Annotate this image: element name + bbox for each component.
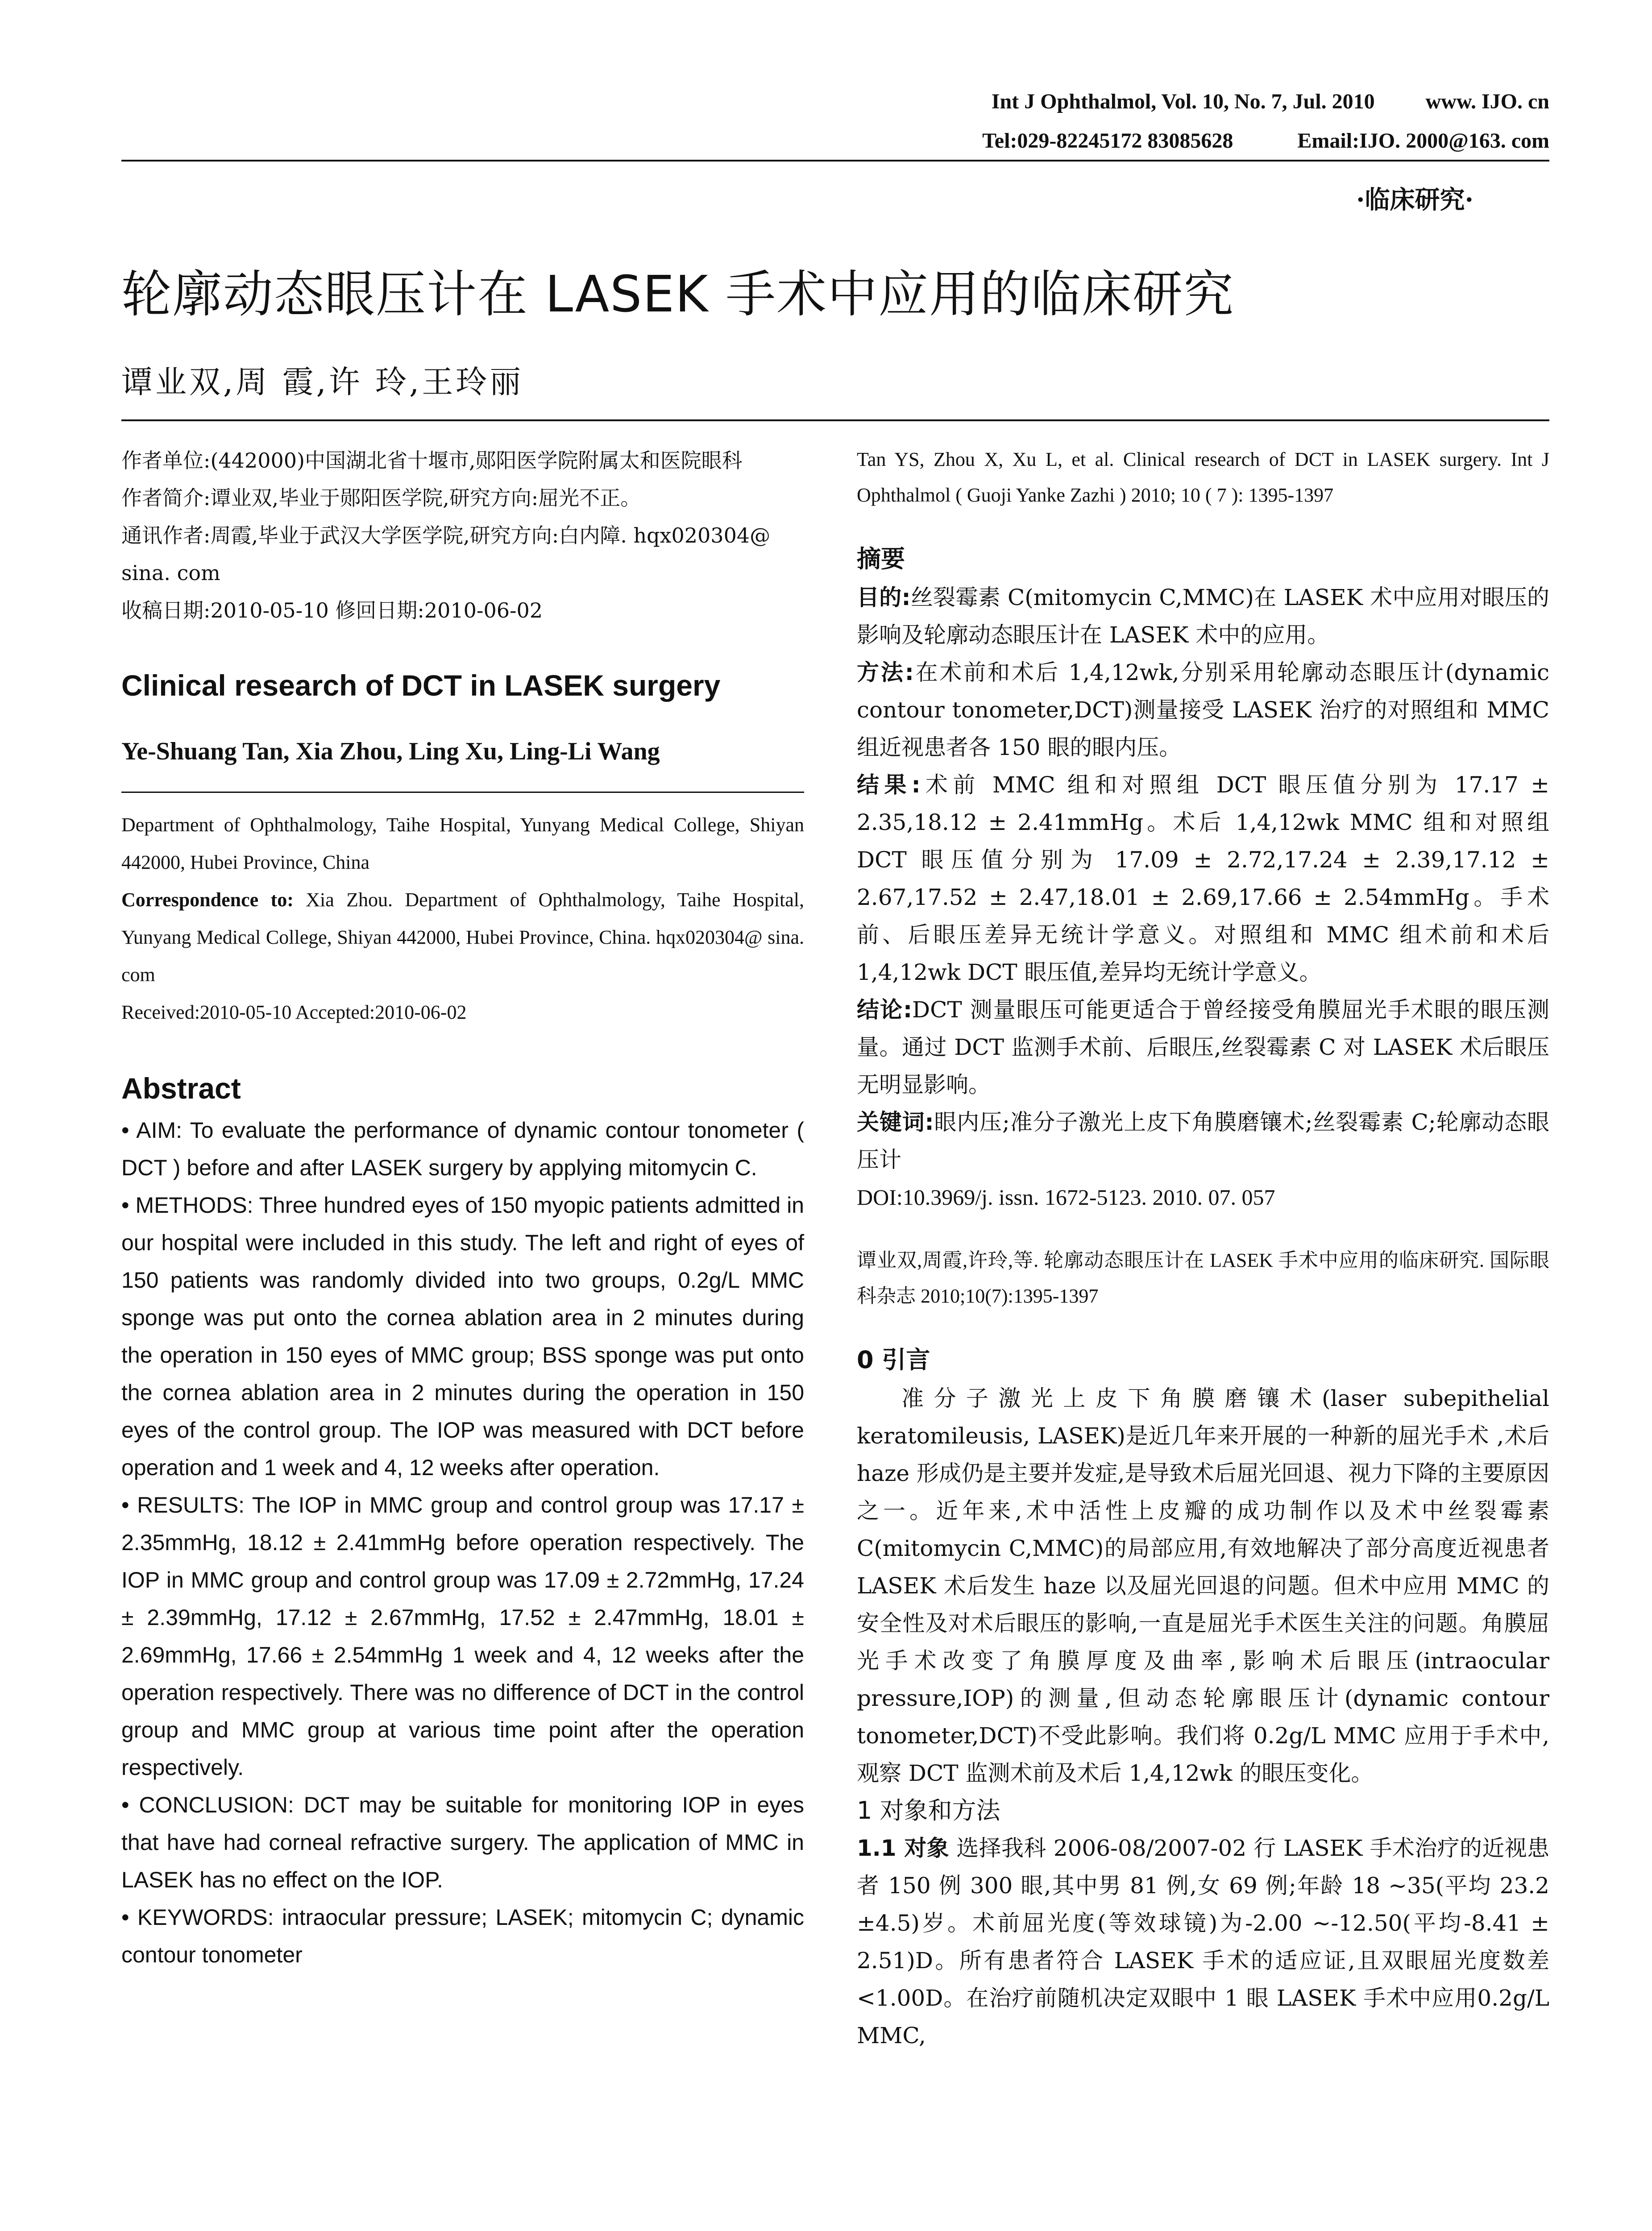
citation-cn: 谭业双,周霞,许玲,等. 轮廓动态眼压计在 LASEK 手术中应用的临床研究. 国际眼科杂志 2010;10(7):1395-1397 bbox=[857, 1249, 1549, 1307]
keywords-text-cn: 眼内压;准分子激光上皮下角膜磨镶术;丝裂霉素 C;轮廓动态眼压计 bbox=[857, 1109, 1550, 1173]
journal-email: Email:IJO. 2000@163. com bbox=[1297, 129, 1549, 153]
journal-citation: Int J Ophthalmol, Vol. 10, No. 7, Jul. 2010 bbox=[991, 90, 1375, 113]
section1-1-text: 选择我科 2006-08/2007-02 行 LASEK 手术治疗的近视患者 150 例 300 眼,其中男 81 例,女 69 例;年龄 18 ~35(平均 23.2 ±4.5)岁。术前屈光度(等效球镜)为-2.00 ~-12.50(平均-8.41 ± 2.51)D。所有患者符合 LASEK 手术的适应证,且双眼屈光度数差 <1.00D。在治疗前随机决定双眼中 1 眼 LASEK 手术中应用0.2g/L MMC, bbox=[857, 1835, 1549, 2049]
abstract-keywords: • KEYWORDS: intraocular pressure; LASEK; mitomycin C; dynamic contour tonometer bbox=[121, 1905, 804, 1967]
keywords-label-cn: 关键词: bbox=[857, 1109, 934, 1135]
journal-website: www. IJO. cn bbox=[1425, 90, 1549, 113]
conclusion-text-cn: DCT 测量眼压可能更适合于曾经接受角膜屈光手术眼的眼压测量。通过 DCT 监测手术前、后眼压,丝裂霉素 C 对 LASEK 术后眼压无明显影响。 bbox=[857, 997, 1549, 1098]
journal-contact-line bbox=[982, 129, 1549, 153]
affiliation-cn: 作者单位:(442000)中国湖北省十堰市,郧阳医学院附属太和医院眼科 bbox=[121, 448, 743, 473]
dates-cn: 收稿日期:2010-05-10 修回日期:2010-06-02 bbox=[121, 598, 543, 622]
abstract-methods: • METHODS: Three hundred eyes of 150 myopic patients admitted in our hospital were included in this study. The left and right of eyes of 150 patients was randomly divided into two groups, 0.2g/L MMC sponge was put onto the cornea ablation area in 2 minutes during the operation in 150 eyes of MMC group; BSS sponge was put onto the cornea ablation area in 2 minutes during the operation in 150 eyes of the control group. The IOP was measured with DCT before operation and 1 week and 4, 12 weeks after operation. bbox=[121, 1193, 804, 1480]
authors-cn: 谭业双,周 霞,许 玲,王玲丽 bbox=[121, 364, 524, 400]
authors-rule bbox=[121, 792, 804, 793]
correspondence-label: Correspondence to: bbox=[121, 889, 294, 911]
journal-tel: Tel:029-82245172 83085628 bbox=[982, 129, 1233, 153]
abstract-keywords-cn bbox=[857, 1103, 1549, 1178]
author-bio-cn: 作者简介:谭业双,毕业于郧阳医学院,研究方向:屈光不正。 bbox=[121, 486, 641, 510]
section-tag: ·临床研究· bbox=[1356, 185, 1474, 215]
results-label-cn: 结果: bbox=[857, 772, 921, 798]
conclusion-label-cn: 结论: bbox=[857, 997, 913, 1023]
abstract-results: • RESULTS: The IOP in MMC group and control group was 17.17 ± 2.35mmHg, 18.12 ± 2.41mmHg before operation respectively. The IOP in MMC group and control group was 17.09 ± 2.72mmHg, 17.24 ± 2.39mmHg, 17.12 ± 2.67mmHg, 17.52 ± 2.47mmHg, 18.01 ± 2.69mmHg, 17.66 ± 2.54mmHg 1 week and 4, 12 weeks after the operation respectively. There was no difference of DCT in the control group and MMC group at various time point after the operation respectively. bbox=[121, 1493, 804, 1780]
intro-paragraph: 准分子激光上皮下角膜磨镶术(laser subepithelial keratomileusis, LASEK)是近几年来开展的一种新的屈光手术 ,术后 haze 形成仍是主要并发症,是导致术后屈光回退、视力下降的主要原因之一。近年来,术中活性上皮瓣的成功制作以及术中丝裂霉素 C(mitomycin C,MMC)的局部应用,有效地解决了部分高度近视患者 LASEK 术后发生 haze 以及屈光回退的问题。但术中应用 MMC 的安全性及对术后眼压的影响,一直是屈光手术医生关注的问题。角膜屈光手术改变了角膜厚度及曲率,影响术后眼压(intraocular pressure,IOP)的测量,但动态轮廓眼压计(dynamic contour tonometer,DCT)不受此影响。我们将 0.2g/L MMC 应用于手术中,观察 DCT 监测术前及术后 1,4,12wk 的眼压变化。 bbox=[857, 1385, 1549, 1786]
correspondence-en bbox=[121, 881, 804, 994]
left-column bbox=[121, 442, 804, 1974]
aim-text-cn: 丝裂霉素 C(mitomycin C,MMC)在 LASEK 术中应用对眼压的影响及轮廓动态眼压计在 LASEK 术中的应用。 bbox=[857, 585, 1550, 648]
section1-1-label: 1.1 对象 bbox=[857, 1835, 949, 1861]
methods-text-cn: 在术前和术后 1,4,12wk,分别采用轮廓动态眼压计(dynamic contour tonometer,DCT)测量接受 LASEK 治疗的对照组和 MMC 组近视患者各 150 眼的眼内压。 bbox=[857, 659, 1549, 760]
aim-label-cn: 目的: bbox=[857, 585, 911, 610]
header-rule bbox=[121, 160, 1549, 162]
article-title-cn: 轮廓动态眼压计在 LASEK 手术中应用的临床研究 bbox=[121, 265, 1235, 323]
intro-heading: 0 引言 bbox=[857, 1346, 930, 1374]
right-column bbox=[857, 442, 1549, 2054]
article-title-en: Clinical research of DCT in LASEK surgery bbox=[121, 669, 721, 702]
results-text-cn: 术前 MMC 组和对照组 DCT 眼压值分别为 17.17 ± 2.35,18.12 ± 2.41mmHg。术后 1,4,12wk MMC 组和对照组 DCT 眼压值分别为 17.09 ± 2.72,17.24 ± 2.39,17.12 ± 2.67,17.52 ± 2.47,18.01 ± 2.69,17.66 ± 2.54mmHg。手术前、后眼压差异无统计学意义。对照组和 MMC 组术前和术后 1,4,12wk DCT 眼压值,差异均无统计学意义。 bbox=[857, 772, 1549, 985]
section1-heading: 1 对象和方法 bbox=[857, 1796, 1000, 1825]
doi: DOI:10.3969/j. issn. 1672-5123. 2010. 07. 057 bbox=[857, 1185, 1275, 1210]
abstract-conclusion: • CONCLUSION: DCT may be suitable for monitoring IOP in eyes that have had corneal refractive surgery. The application of MMC in LASEK has no effect on the IOP. bbox=[121, 1792, 804, 1892]
abstract-aim-cn bbox=[857, 579, 1549, 654]
corresponding-author-cn: 通讯作者:周霞,毕业于武汉大学医学院,研究方向:白内障. hqx020304@ sina. com bbox=[121, 523, 771, 585]
abstract-results-cn bbox=[857, 766, 1549, 991]
title-rule bbox=[121, 419, 1549, 421]
abstract-conclusion-cn bbox=[857, 991, 1549, 1103]
citation-en: Tan YS, Zhou X, Xu L, et al. Clinical research of DCT in LASEK surgery. Int J Ophthalmol ( Guoji Yanke Zazhi ) 2010; 10 ( 7 ): 1395-1397 bbox=[857, 448, 1549, 506]
department-en: Department of Ophthalmology, Taihe Hospital, Yunyang Medical College, Shiyan 442000, Hubei Province, China bbox=[121, 814, 804, 873]
abstract-aim: • AIM: To evaluate the performance of dynamic contour tonometer ( DCT ) before and after LASEK surgery by applying mitomycin C. bbox=[121, 1118, 804, 1180]
section1-1-paragraph bbox=[857, 1829, 1549, 2054]
methods-label-cn: 方法: bbox=[857, 659, 914, 685]
abstract-heading-en: Abstract bbox=[121, 1072, 241, 1105]
abstract-methods-cn bbox=[857, 654, 1549, 766]
correspondence-text: Xia Zhou. Department of Ophthalmology, Taihe Hospital, Yunyang Medical College, Shiyan 442000, Hubei Province, China. hqx020304@ sina. com bbox=[121, 889, 804, 986]
journal-header-line bbox=[992, 89, 1549, 114]
abstract-heading-cn: 摘要 bbox=[857, 545, 905, 573]
received-accepted-en: Received:2010-05-10 Accepted:2010-06-02 bbox=[121, 1001, 467, 1023]
authors-en: Ye-Shuang Tan, Xia Zhou, Ling Xu, Ling-Li Wang bbox=[121, 738, 660, 765]
